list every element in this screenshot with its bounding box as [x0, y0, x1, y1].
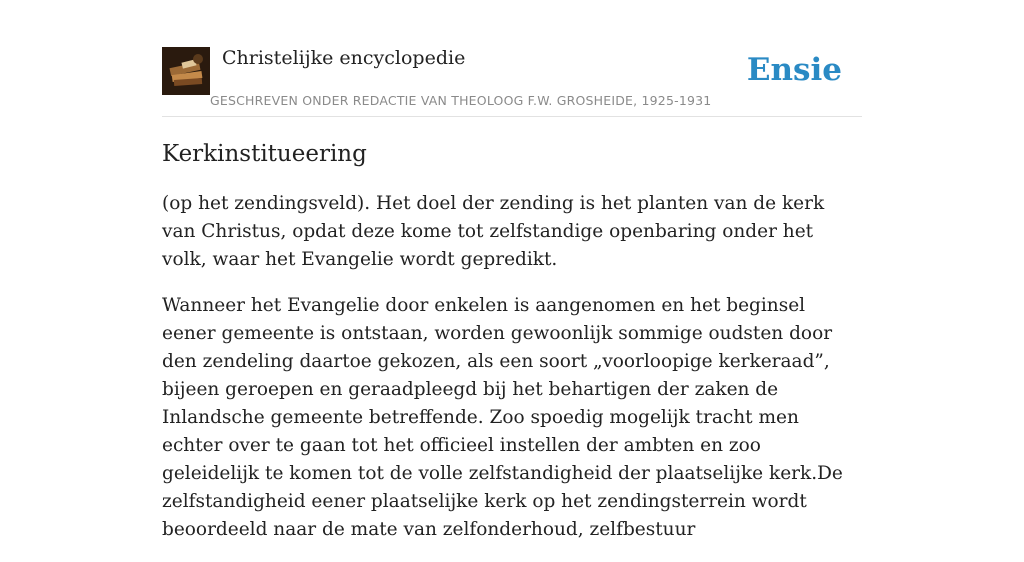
- article-paragraph: Wanneer het Evangelie door enkelen is aangenomen en het beginsel eener gemeente is ontstaan, worden gewoonlijk sommige oudsten door den zendeling daartoe gekozen, als een soort „voorloopige kerkeraad”, bijeen geroepen en geraadpleegd bij het behartigen der zaken de Inlandsche gemeente betreffende. Zoo spoedig mogelijk tracht men echter over te gaan tot het officieel instellen der ambten en zoo geleidelijk te komen tot de volle zelfstandigheid der plaatselijke kerk.De zelfstandigheid eener plaatselijke kerk op het zendingsterrein wordt beoordeeld naar de mate van zelfonderhoud, zelfbestuur: [162, 295, 843, 540]
- ensie-logo[interactable]: Ensie: [746, 52, 842, 88]
- publication-title[interactable]: Christelijke encyclopedie: [222, 47, 466, 69]
- publication-subtitle: GESCHREVEN ONDER REDACTIE VAN THEOLOOG F.W. GROSHEIDE, 1925-1931: [210, 93, 712, 108]
- article-paragraph: (op het zendingsveld). Het doel der zending is het planten van de kerk van Christus, opdat deze kome tot zelfstandige openbaring onder het volk, waar het Evangelie wordt gepredikt.: [162, 193, 825, 270]
- article: [162, 138, 862, 562]
- publication-header: [162, 46, 862, 117]
- article-title: Kerkinstitueering: [162, 141, 367, 167]
- book-stack-image-icon: [162, 47, 210, 95]
- publication-avatar[interactable]: [162, 47, 210, 95]
